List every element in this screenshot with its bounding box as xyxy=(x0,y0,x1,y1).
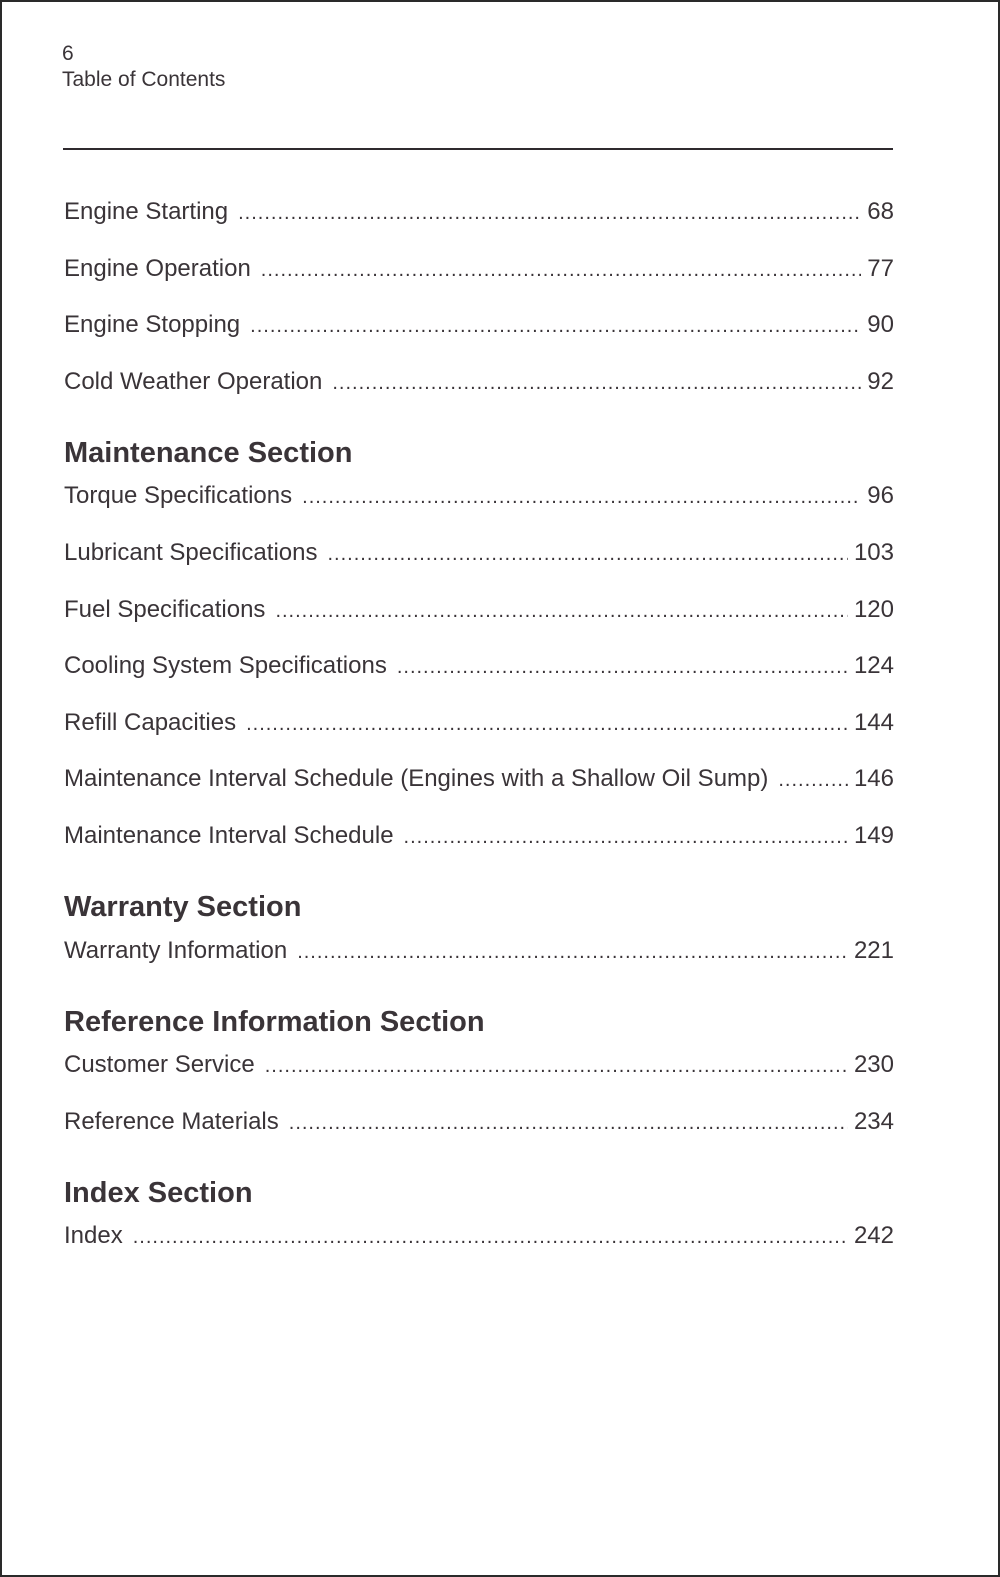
toc-entry-label: Warranty Information xyxy=(64,936,288,964)
dot-leader xyxy=(275,600,848,623)
toc-entry-label: Lubricant Specifications xyxy=(64,538,318,566)
dot-leader xyxy=(397,656,848,679)
section-heading-maintenance[interactable]: Maintenance Section xyxy=(64,436,353,469)
toc-entry-maintenance-interval-schedule[interactable] xyxy=(64,822,894,879)
toc-entry-label: Cold Weather Operation xyxy=(64,367,323,395)
toc-entry-label: Cooling System Specifications xyxy=(64,652,387,680)
dot-leader xyxy=(404,826,848,849)
toc-entry-page: 90 xyxy=(867,311,894,339)
dot-leader xyxy=(261,259,862,282)
toc-entry-label: Engine Operation xyxy=(64,254,251,282)
toc-entry-label: Maintenance Interval Schedule xyxy=(64,821,394,849)
toc-entry-label: Refill Capacities xyxy=(64,708,237,736)
toc-entry-page: 144 xyxy=(853,708,894,736)
toc-entry-engine-operation[interactable] xyxy=(64,255,894,312)
toc-entry-page: 230 xyxy=(853,1051,894,1079)
toc-entry-cooling-system-specifications[interactable] xyxy=(64,652,894,709)
header-divider xyxy=(63,148,893,150)
toc-entry-index[interactable] xyxy=(64,1222,894,1279)
toc-entry-torque-specifications[interactable] xyxy=(64,482,894,539)
toc-entry-page: 103 xyxy=(853,538,894,566)
dot-leader xyxy=(302,486,861,509)
dot-leader xyxy=(297,941,848,964)
toc-entry-page: 77 xyxy=(867,254,894,282)
dot-leader xyxy=(238,202,861,225)
toc-entry-customer-service[interactable] xyxy=(64,1051,894,1108)
toc-entry-maintenance-interval-schedule-shallow-oil-sump[interactable] xyxy=(64,765,894,822)
toc-entry-refill-capacities[interactable] xyxy=(64,709,894,766)
toc-entry-page: 96 xyxy=(867,482,894,510)
toc-entry-label: Engine Stopping xyxy=(64,311,241,339)
toc-entry-page: 221 xyxy=(853,936,894,964)
dot-leader xyxy=(327,543,847,566)
toc-entry-page: 149 xyxy=(853,821,894,849)
section-heading-reference-information[interactable]: Reference Information Section xyxy=(64,1005,485,1038)
toc-entry-label: Engine Starting xyxy=(64,198,229,225)
toc-entry-cold-weather-operation[interactable] xyxy=(64,368,894,425)
toc-entry-page: 124 xyxy=(853,652,894,680)
toc-entry-page: 120 xyxy=(853,595,894,623)
toc-entry-warranty-information[interactable] xyxy=(64,937,894,994)
page-number: 6 xyxy=(62,42,74,65)
dot-leader xyxy=(778,769,848,792)
section-heading-index[interactable]: Index Section xyxy=(64,1176,253,1209)
toc-entry-page: 242 xyxy=(853,1222,894,1250)
toc-entry-page: 92 xyxy=(867,367,894,395)
toc-entry-label: Reference Materials xyxy=(64,1107,279,1135)
toc-entry-label: Maintenance Interval Schedule (Engines with a Shallow Oil Sump) xyxy=(64,765,769,793)
section-heading-warranty[interactable]: Warranty Section xyxy=(64,891,302,924)
toc-entry-page: 68 xyxy=(867,198,894,225)
toc-entry-reference-materials[interactable] xyxy=(64,1108,894,1165)
table-of-contents xyxy=(64,198,894,1279)
toc-entry-page: 146 xyxy=(853,765,894,793)
toc-entry-engine-stopping[interactable] xyxy=(64,311,894,368)
toc-entry-label: Fuel Specifications xyxy=(64,595,266,623)
toc-entry-label: Torque Specifications xyxy=(64,482,293,510)
dot-leader xyxy=(246,713,848,736)
toc-entry-lubricant-specifications[interactable] xyxy=(64,539,894,596)
toc-entry-fuel-specifications[interactable] xyxy=(64,596,894,653)
toc-entry-page: 234 xyxy=(853,1107,894,1135)
dot-leader xyxy=(265,1055,848,1078)
toc-entry-label: Customer Service xyxy=(64,1051,255,1079)
dot-leader xyxy=(250,315,861,338)
dot-leader xyxy=(289,1112,848,1135)
toc-entry-engine-starting[interactable] xyxy=(64,198,894,255)
dot-leader xyxy=(332,372,861,395)
toc-entry-label: Index xyxy=(64,1222,123,1250)
dot-leader xyxy=(133,1226,848,1249)
page-title: Table of Contents xyxy=(62,68,226,91)
